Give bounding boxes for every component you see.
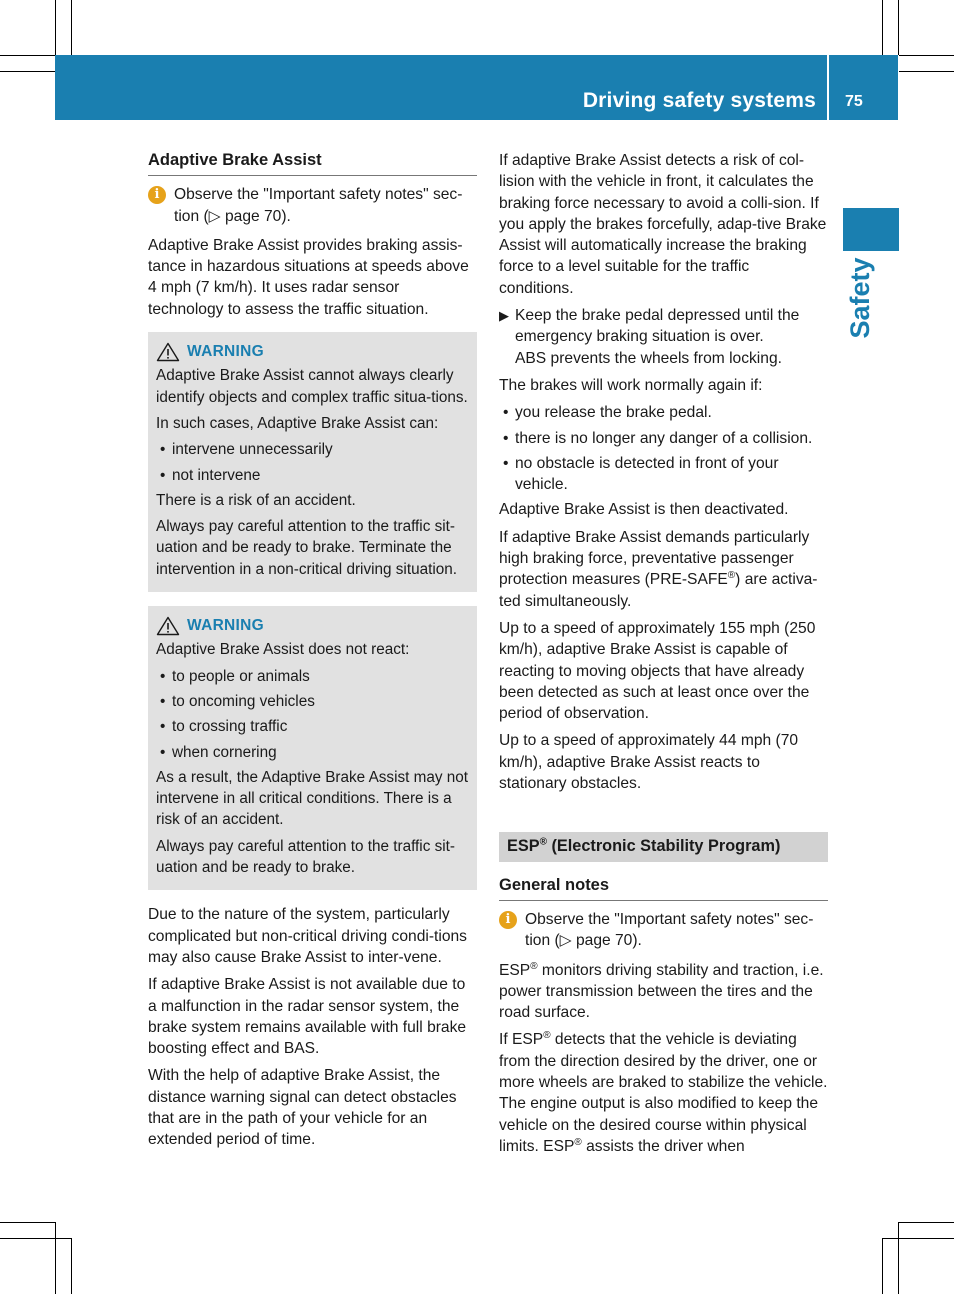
crop-mark [899, 55, 954, 56]
crop-mark [71, 0, 72, 55]
info-note [499, 909, 828, 952]
list-item: • to crossing traffic [156, 716, 469, 737]
registered-mark: ® [727, 570, 736, 582]
warning-header [156, 341, 469, 362]
paragraph: If adaptive Brake Assist detects a risk of col-lision with the vehicle in front, it calculates the braking force necessary to avoid a colli-sion. If you apply the brakes forcefully, adap-tive Brake Assist will automatically increase the braking force to a level suitable for the traffic conditions. [499, 152, 827, 297]
header-band [55, 55, 898, 120]
info-note [148, 184, 477, 227]
info-icon: i [499, 911, 517, 929]
crop-mark [0, 1238, 71, 1239]
crop-mark [71, 1238, 72, 1294]
text-run: If adaptive Brake Assist demands particularly high braking force, preventative passenger protection measures (PRE-SAFE [499, 528, 810, 589]
text-run: (Electronic Stability Program) [546, 837, 781, 856]
right-column [499, 150, 828, 1163]
info-note-text: Observe the "Important safety notes" sec-tion (▷ page 70). [174, 186, 463, 225]
registered-mark: ® [574, 1136, 582, 1148]
paragraph: Up to a speed of approximately 155 mph (250 km/h), adaptive Brake Assist is capable of reacting to moving objects that have already been detected as such at least once over the period of observation. [499, 619, 816, 723]
crop-mark [882, 1238, 954, 1239]
condition-list [499, 402, 828, 495]
text-run: If ESP [499, 1031, 544, 1049]
text-run: ) are activa-ted simultaneously. [499, 571, 818, 610]
header-title: Driving safety systems [582, 89, 816, 112]
warning-title: WARNING [187, 343, 265, 361]
registered-mark: ® [543, 1030, 551, 1042]
warning-text: In such cases, Adaptive Brake Assist can: [156, 414, 439, 432]
left-column [148, 150, 477, 1157]
paragraph: Due to the nature of the system, particularly complicated but non-critical driving condi-tions may also cause Brake Assist to inter-vene. [148, 906, 467, 966]
header-divider [827, 55, 829, 120]
crop-mark [898, 1222, 899, 1294]
warning-text: There is a risk of an accident. [156, 491, 356, 509]
instruction-step [499, 305, 828, 369]
text-run: assists the driver when [581, 1137, 745, 1155]
crop-mark [899, 1222, 954, 1223]
crop-mark [0, 1222, 55, 1223]
crop-mark [55, 0, 56, 55]
paragraph [499, 527, 828, 612]
warning-header [156, 615, 469, 636]
section-heading: Adaptive Brake Assist [148, 150, 477, 176]
paragraph [499, 1029, 828, 1157]
warning-box [148, 606, 477, 890]
subsection-heading: General notes [499, 875, 828, 901]
list-item: • you release the brake pedal. [499, 402, 828, 423]
info-note-text: Observe the "Important safety notes" sec-tion (▷ page 70). [525, 910, 814, 950]
warning-triangle-icon [156, 616, 180, 636]
warning-text: Adaptive Brake Assist does not react: [156, 641, 410, 659]
list-item: • when cornering [156, 742, 469, 763]
warning-box [148, 332, 477, 592]
step-body [515, 305, 828, 369]
warning-text: As a result, the Adaptive Brake Assist may not intervene in all critical conditions. There is a risk of an accident. [156, 768, 469, 829]
info-icon: i [148, 186, 166, 204]
paragraph: Up to a speed of approximately 44 mph (70 km/h), adaptive Brake Assist reacts to stationary obstacles. [499, 732, 799, 793]
crop-mark [899, 71, 954, 72]
paragraph: With the help of adaptive Brake Assist, the distance warning signal can detect obstacles that are in the path of your vehicle for an extended period of time. [148, 1067, 457, 1149]
list-item: • not intervene [156, 465, 469, 486]
paragraph: Adaptive Brake Assist provides braking assis-tance in hazardous situations at speeds above 4 mph (7 km/h). It uses radar sensor technology to assess the traffic situation. [148, 236, 469, 318]
text-run: ESP [499, 961, 531, 979]
crop-mark [55, 1222, 56, 1294]
crop-mark [882, 1238, 883, 1294]
paragraph: Adaptive Brake Assist is then deactivated. [499, 501, 789, 519]
list-item: • there is no longer any danger of a collision. [499, 428, 828, 449]
warning-list [156, 666, 469, 763]
crop-mark [0, 55, 55, 56]
paragraph: If adaptive Brake Assist is not available due to a malfunction in the radar sensor system, the brake system remains available with full brake boosting effect and BAS. [148, 976, 467, 1058]
warning-text: Always pay careful attention to the traffic sit-uation and be ready to brake. Terminate the intervention in a non-critical driving situation. [156, 518, 457, 578]
warning-text: Always pay careful attention to the traffic sit-uation and be ready to brake. [156, 837, 455, 877]
list-item: • to people or animals [156, 666, 469, 687]
warning-triangle-icon [156, 342, 180, 362]
text-run: monitors driving stability and traction, i.e. power transmission between the tires and the road surface. [499, 961, 824, 1022]
list-item: • to oncoming vehicles [156, 691, 469, 712]
warning-text: Adaptive Brake Assist cannot always clearly identify objects and complex traffic situa-tions. [156, 367, 468, 406]
paragraph [499, 960, 828, 1024]
esp-section-heading [499, 832, 828, 861]
step-arrow-icon: ▶ [499, 308, 509, 324]
registered-mark: ® [530, 960, 538, 972]
side-tab-marker [843, 208, 899, 251]
list-item: • no obstacle is detected in front of your vehicle. [499, 453, 828, 496]
list-item: • intervene unnecessarily [156, 439, 469, 460]
crop-mark [898, 0, 899, 55]
paragraph: The brakes will work normally again if: [499, 376, 763, 394]
warning-list [156, 439, 469, 486]
text-run: detects that the vehicle is deviating from the direction desired by the driver, one or more wheels are braked to stabilize the vehicle. The engine output is also modified to keep the vehicle on the desired course within physical limits. ESP [499, 1031, 828, 1155]
warning-title: WARNING [187, 617, 265, 635]
text-run: ESP [507, 837, 540, 856]
step-result: ABS prevents the wheels from locking. [515, 349, 782, 367]
registered-mark: ® [539, 836, 547, 848]
side-tab-label: Safety [845, 257, 875, 339]
page-number: 75 [845, 93, 863, 110]
crop-mark [882, 0, 883, 55]
step-text: Keep the brake pedal depressed until the emergency braking situation is over. [515, 307, 800, 346]
crop-mark [0, 71, 55, 72]
